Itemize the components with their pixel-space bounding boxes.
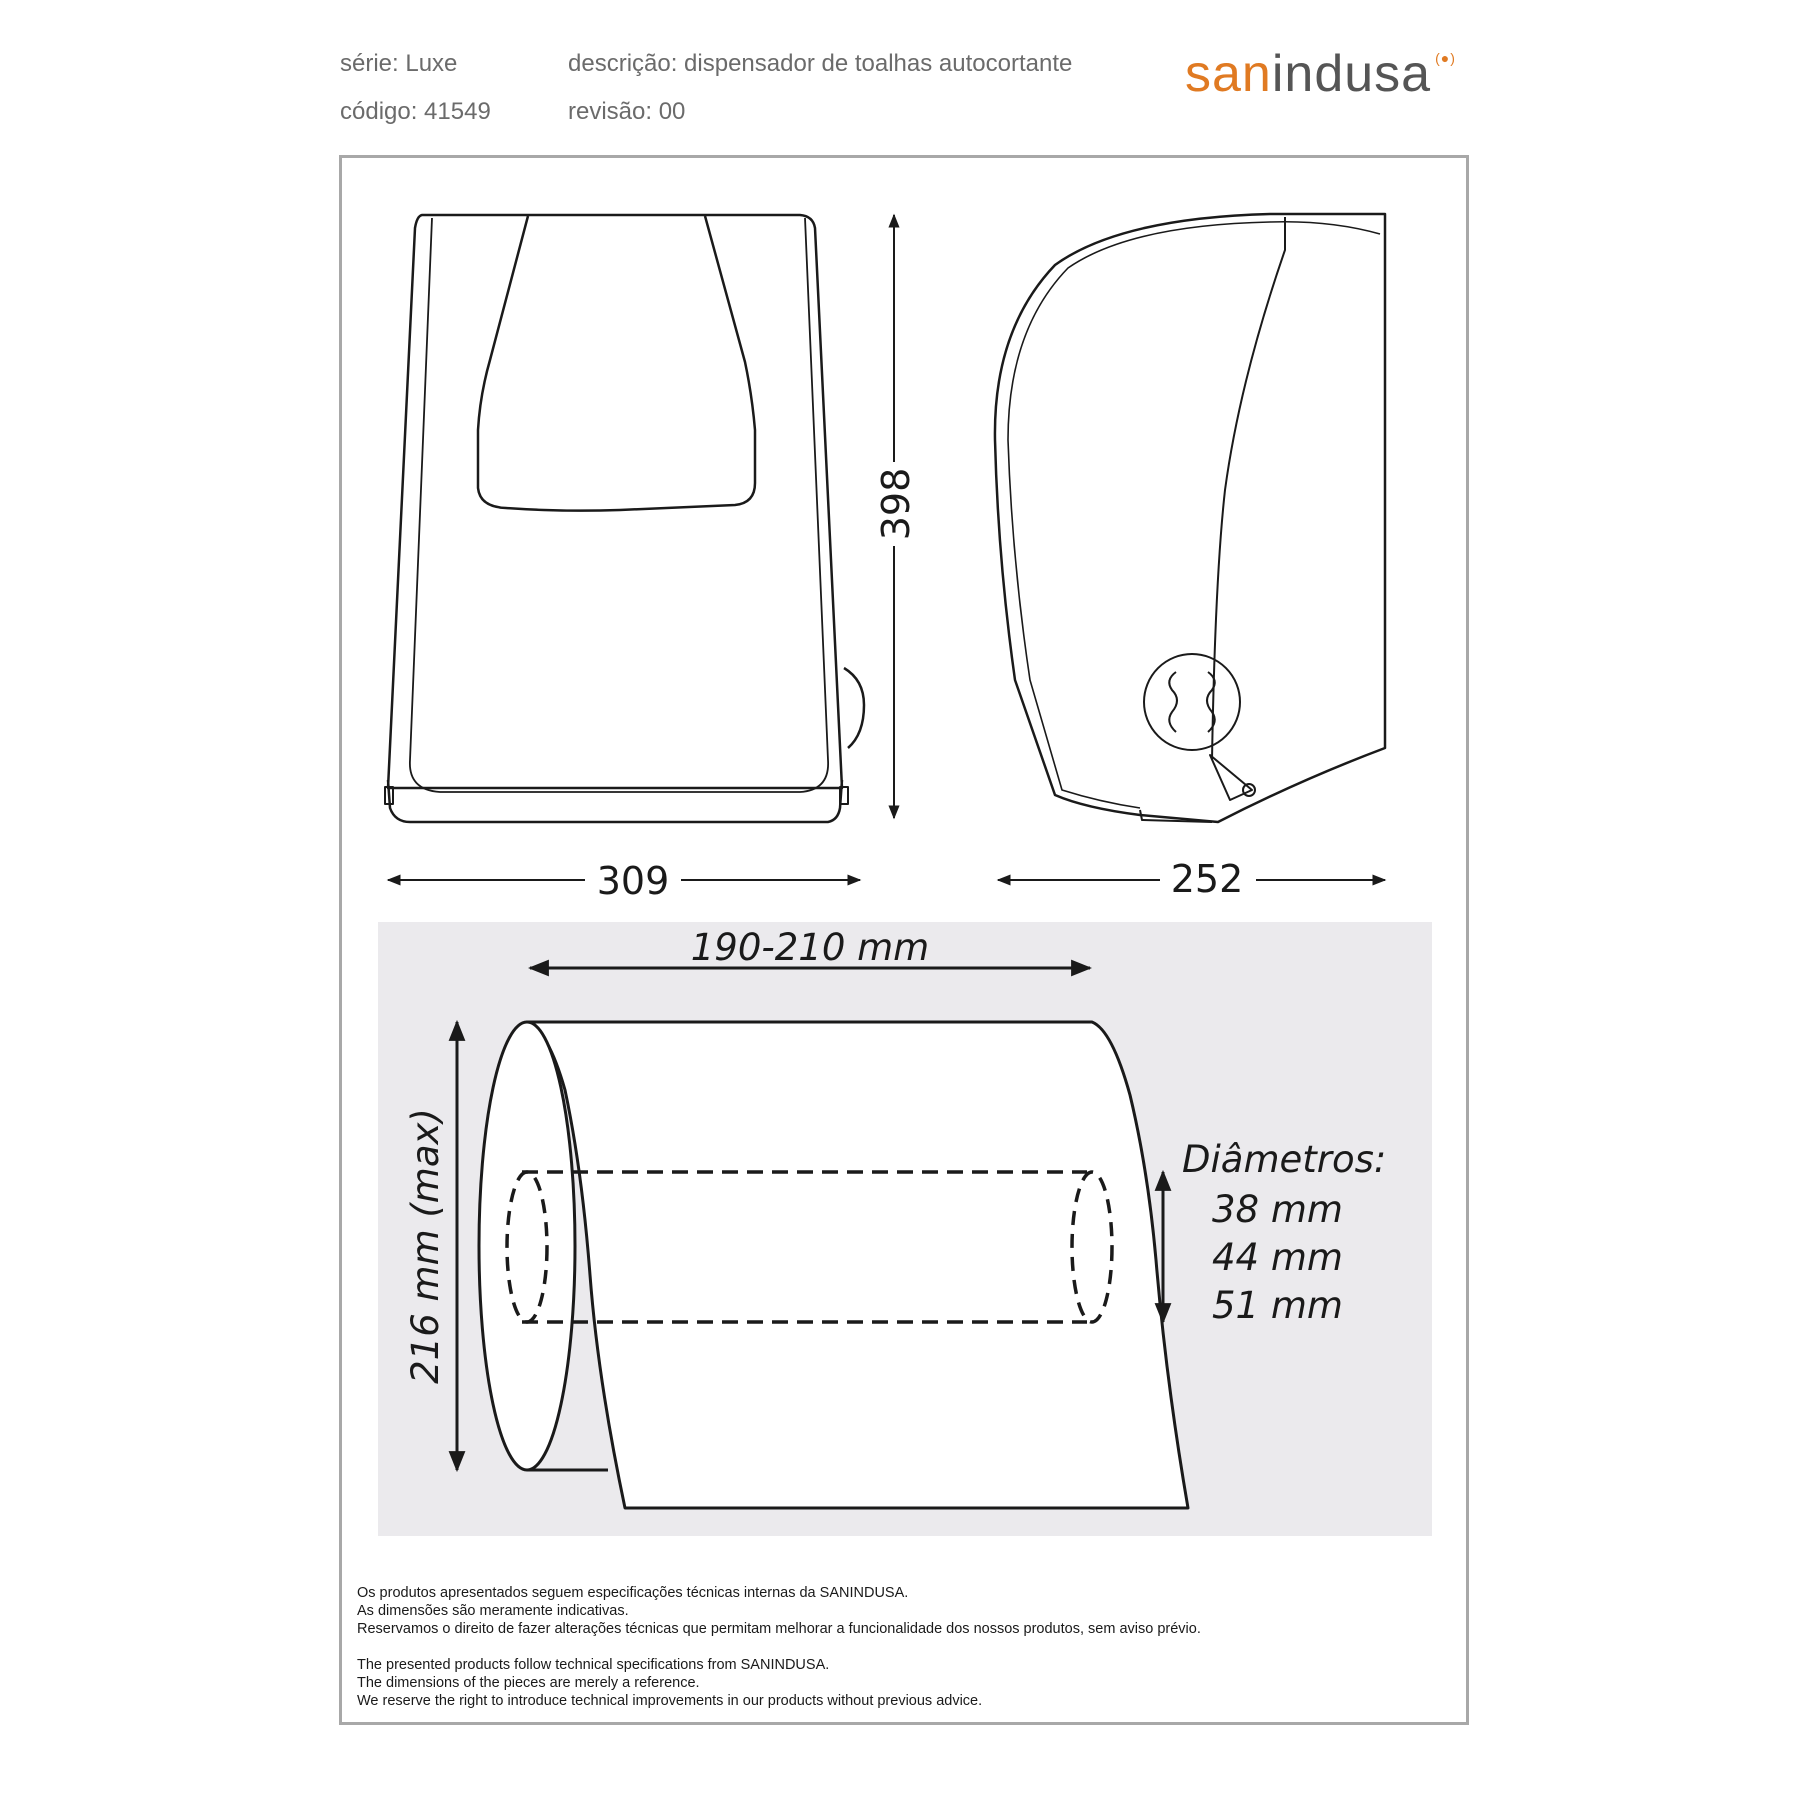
side-width-label: 252	[1170, 857, 1244, 901]
diameter-38-label: 38 mm	[1212, 1188, 1343, 1231]
side-view-dispenser	[995, 214, 1385, 822]
diametros-label: Diâmetros:	[1182, 1138, 1387, 1181]
serie-label: série: Luxe	[340, 50, 458, 77]
front-view-dispenser	[385, 215, 864, 822]
diameter-44-label: 44 mm	[1212, 1236, 1343, 1279]
disclaimer-en-line: The presented products follow technical specifications from SANINDUSA.	[357, 1657, 830, 1673]
disclaimer-en-line: We reserve the right to introduce technical improvements in our products without previous advice.	[357, 1693, 983, 1709]
logo-mark-icon: (●)	[1435, 50, 1456, 66]
logo-part-indusa: indusa	[1271, 45, 1432, 103]
disclaimer-pt-line: Os produtos apresentados seguem especificações técnicas internas da SANINDUSA.	[357, 1585, 909, 1601]
revision-label: revisão: 00	[568, 98, 686, 125]
roll-width-label: 190-210 mm	[690, 926, 930, 969]
logo-part-san: san	[1185, 45, 1272, 103]
front-height-label: 398	[874, 467, 918, 541]
disclaimer-english	[357, 1656, 982, 1710]
disclaimer-pt-line: Reservamos o direito de fazer alterações técnicas que permitam melhorar a funcionalidade dos nossos produtos, sem aviso prévio.	[357, 1621, 1201, 1637]
disclaimer-portuguese	[357, 1584, 1201, 1638]
diameter-51-label: 51 mm	[1212, 1284, 1343, 1327]
disclaimer-pt-line: As dimensões são meramente indicativas.	[357, 1603, 629, 1619]
disclaimer-en-line: The dimensions of the pieces are merely a reference.	[357, 1675, 700, 1691]
description-label: descrição: dispensador de toalhas autocortante	[568, 50, 1073, 77]
front-width-label: 309	[596, 859, 670, 903]
roll-height-label: 216 mm (max)	[404, 1108, 447, 1384]
code-label: código: 41549	[340, 98, 491, 125]
